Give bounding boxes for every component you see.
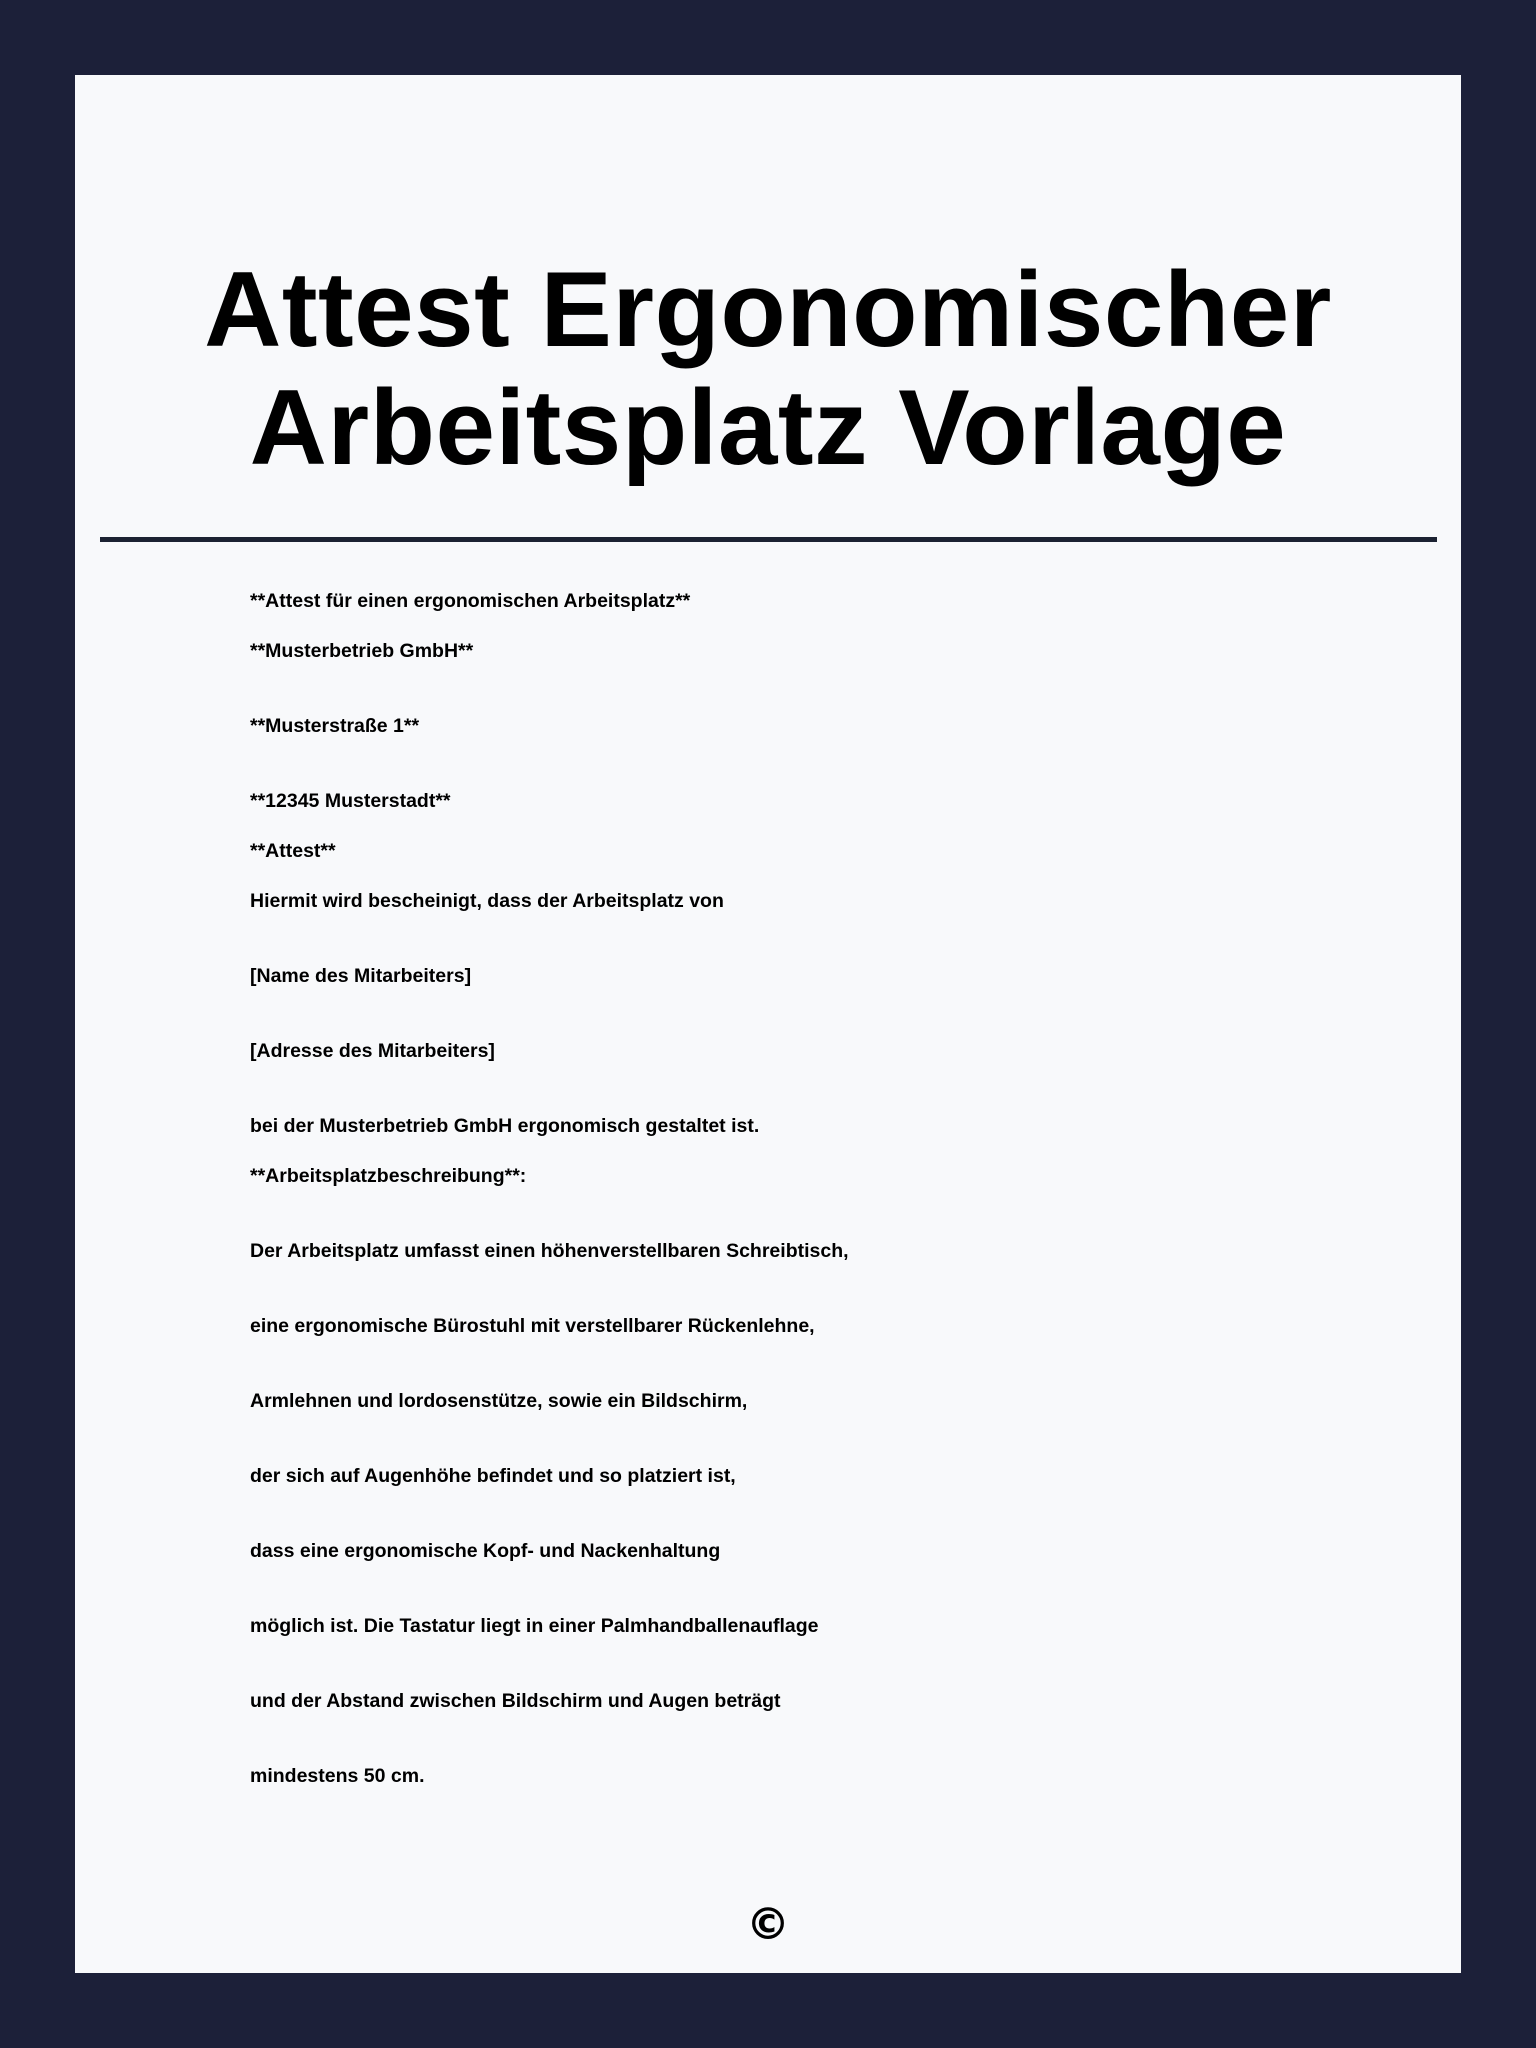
description-line: Armlehnen und lordosenstütze, sowie ein Bildschirm, <box>250 1390 748 1412</box>
description-line: der sich auf Augenhöhe befindet und so platziert ist, <box>250 1465 736 1487</box>
description-line: mindestens 50 cm. <box>250 1765 425 1787</box>
title-line-2: Arbeitsplatz Vorlage <box>249 367 1287 487</box>
document-page <box>75 75 1461 1973</box>
heading-attest-ergonomic: **Attest für einen ergonomischen Arbeitsplatz** <box>250 590 691 612</box>
description-line: möglich ist. Die Tastatur liegt in einer Palmhandballenauflage <box>250 1615 819 1637</box>
body-line: bei der Musterbetrieb GmbH ergonomisch gestaltet ist. <box>250 1115 760 1137</box>
title-line-1: Attest Ergonomischer <box>204 249 1332 369</box>
company-name: **Musterbetrieb GmbH** <box>250 640 474 662</box>
description-line: dass eine ergonomische Kopf- und Nackenhaltung <box>250 1540 721 1562</box>
heading-attest: **Attest** <box>250 840 336 862</box>
heading-workplace-description: **Arbeitsplatzbeschreibung**: <box>250 1165 527 1187</box>
description-line: eine ergonomische Bürostuhl mit verstellbarer Rückenlehne, <box>250 1315 815 1337</box>
title-divider <box>100 537 1437 542</box>
employee-name-placeholder: [Name des Mitarbeiters] <box>250 965 472 987</box>
body-line: Hiermit wird bescheinigt, dass der Arbeitsplatz von <box>250 890 724 912</box>
company-city: **12345 Musterstadt** <box>250 790 451 812</box>
copyright-icon: © <box>746 1899 790 1950</box>
description-line: Der Arbeitsplatz umfasst einen höhenverstellbaren Schreibtisch, <box>250 1240 849 1262</box>
page-title <box>75 250 1461 486</box>
employee-address-placeholder: [Adresse des Mitarbeiters] <box>250 1040 495 1062</box>
description-line: und der Abstand zwischen Bildschirm und Augen beträgt <box>250 1690 781 1712</box>
company-street: **Musterstraße 1** <box>250 715 420 737</box>
